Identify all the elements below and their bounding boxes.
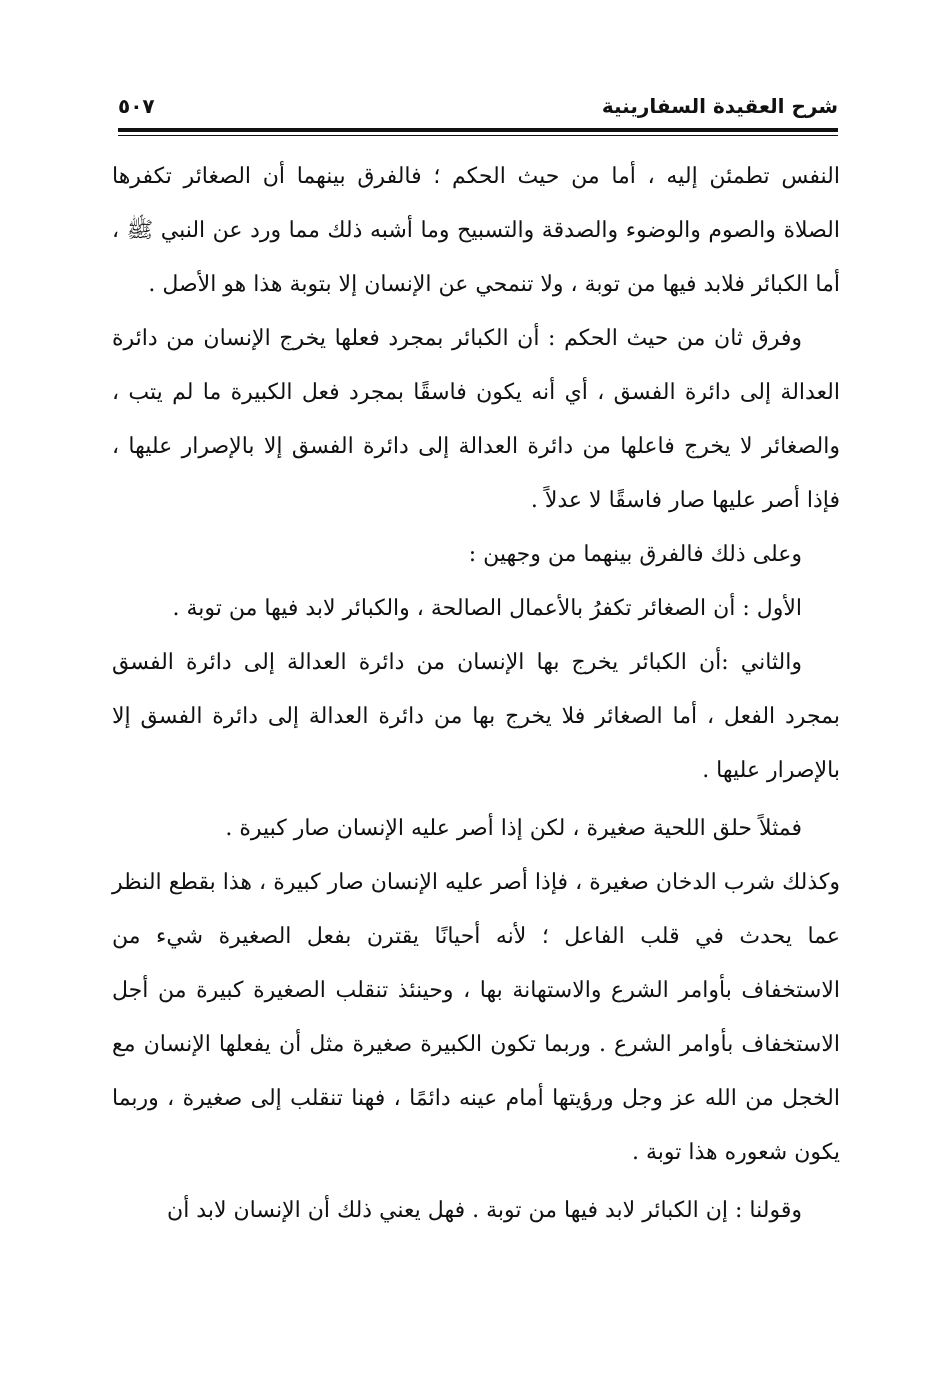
- paragraph: وكذلك شرب الدخان صغيرة ، فإذا أصر عليه الإنسان صار كبيرة ، هذا بقطع النظر عما يحدث في قلب الفاعل ؛ لأنه أحيانًا يقترن بفعل الصغيرة شيء من الاستخفاف بأوامر الشرع والاستهانة بها ، وحينئذ تنقلب الصغيرة كبيرة من أجل الاستخفاف بأوامر الشرع . وربما تكون الكبيرة صغيرة مثل أن يفعلها الإنسان مع الخجل من الله عز وجل ورؤيتها أمام عينه دائمًا ، فهنا تنقلب إلى صغيرة ، وربما يكون شعوره هذا توبة .: [112, 870, 840, 1165]
- header-rule-thick: [118, 128, 838, 132]
- header-rule-thin: [118, 135, 838, 136]
- paragraph: النفس تطمئن إليه ، أما من حيث الحكم ؛ فالفرق بينهما أن الصغائر تكفرها الصلاة والصوم والوضوء والصدقة والتسبيح وما أشبه ذلك مما ورد عن النبي ﷺ ، أما الكبائر فلابد فيها من توبة ، ولا تنمحي عن الإنسان إلا بتوبة هذا هو الأصل .: [112, 164, 840, 297]
- paragraph: وقولنا : إن الكبائر لابد فيها من توبة . فهل يعني ذلك أن الإنسان لابد أن: [167, 1198, 802, 1223]
- paragraph: فمثلاً حلق اللحية صغيرة ، لكن إذا أصر عليه الإنسان صار كبيرة .: [225, 816, 802, 841]
- paragraph: والثاني :أن الكبائر يخرج بها الإنسان من دائرة العدالة إلى دائرة الفسق بمجرد الفعل ، أما الصغائر فلا يخرج بها من دائرة العدالة إلى دائرة الفسق إلا بالإصرار عليها .: [112, 650, 840, 783]
- page-header: [118, 92, 838, 132]
- paragraph: وعلى ذلك فالفرق بينهما من وجهين :: [468, 542, 802, 567]
- running-title: شرح العقيدة السفارينية: [601, 94, 838, 118]
- body-text: [112, 150, 840, 1238]
- paragraph: الأول : أن الصغائر تكفرُ بالأعمال الصالحة ، والكبائر لابد فيها من توبة .: [172, 596, 802, 621]
- page-number: ٥٠٧: [118, 94, 155, 118]
- paragraph: وفرق ثان من حيث الحكم : أن الكبائر بمجرد فعلها يخرج الإنسان من دائرة العدالة إلى دائرة الفسق ، أي أنه يكون فاسقًا بمجرد فعل الكبيرة ما لم يتب ، والصغائر لا يخرج فاعلها من دائرة العدالة إلى دائرة الفسق إلا بالإصرار عليها ، فإذا أصر عليها صار فاسقًا لا عدلاً .: [112, 326, 840, 513]
